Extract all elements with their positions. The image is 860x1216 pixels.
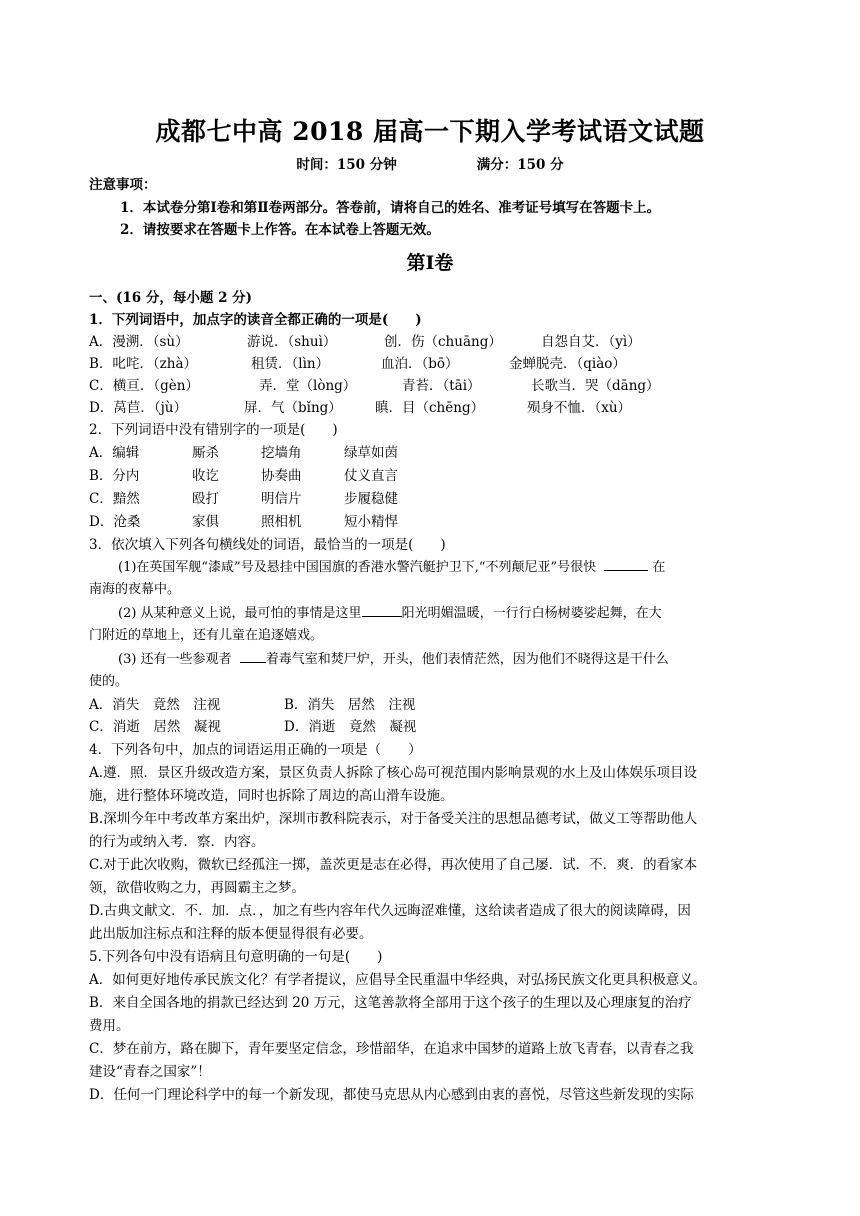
option-text: C．消逝 居然 凝视	[89, 719, 221, 735]
q4-option-a: A.遵．照．景区升级改造方案，景区负责人拆除了核心岛可视范围内影响景观的水上及山体娱乐项目设	[89, 765, 698, 781]
option-word: 明信片	[261, 491, 302, 507]
question-4-stem: 4．下列各句中，加点的词语运用正确的一项是（ ）	[89, 742, 422, 758]
q4-option-b-cont: 的行为或纳入考．察．内容。	[89, 834, 265, 850]
option-word: B．叱咤．（zhà）	[89, 356, 198, 372]
option-word: 挖墙角	[261, 445, 302, 461]
sentence-text: 在	[652, 560, 666, 575]
q2-option-c	[89, 489, 769, 509]
q1-option-a	[89, 332, 769, 352]
section-heading: 一、(16 分，每小题 2 分)	[89, 290, 253, 306]
note-item: 1．本试卷分第Ⅰ卷和第Ⅱ卷两部分。答卷前，请将自己的姓名、准考证号填写在答题卡上。	[120, 200, 661, 216]
option-word: 协奏曲	[261, 468, 302, 484]
q4-option-b: B.深圳今年中考改革方案出炉，深圳市教科院表示，对于备受关注的思想品德考试，做义工等帮助他人	[89, 811, 698, 827]
option-word: 照相机	[261, 514, 302, 530]
option-word: 血泊．（bō）	[381, 356, 459, 372]
q5-option-c-cont: 建设“青春之国家”！	[89, 1064, 211, 1080]
option-text: A．消失 竟然 注视	[89, 697, 221, 713]
q4-option-c-cont: 领，欲借收购之力，再圆霸主之梦。	[89, 880, 305, 896]
option-text: D．消逝 竟然 凝视	[284, 719, 417, 735]
option-word: C．横亘．（gèn）	[89, 378, 199, 394]
q1-option-c	[89, 376, 769, 396]
option-word: 收讫	[192, 468, 219, 484]
q3-sentence-1-cont: 南海的夜幕中。	[89, 582, 181, 597]
option-word: 金蝉脱壳．（qiào）	[509, 356, 626, 372]
option-word: 长歌当．哭（dāng）	[531, 378, 660, 394]
q5-option-a: A．如何更好地传承民族文化？有学者提议，应倡导全民重温中华经典，对弘扬民族文化更具积极意义。	[89, 972, 707, 988]
sentence-text: 阳光明媚温暖，一行行白杨树婆娑起舞，在大	[401, 606, 662, 621]
question-5-stem: 5.下列各句中没有语病且句意明确的一句是( )	[89, 949, 383, 965]
q1-option-b	[89, 354, 769, 374]
option-word: 创．伤（chuāng）	[384, 334, 502, 350]
fill-blank	[240, 650, 266, 663]
q4-option-d: D.古典文献文．不．加．点．，加之有些内容年代久远晦涩难懂，这给读者造成了很大的阅读障碍，因	[89, 903, 691, 919]
q3-options-row-2	[89, 717, 769, 737]
q2-option-d	[89, 512, 769, 532]
option-word: 游说．（shuì）	[247, 334, 337, 350]
q3-options-row-1	[89, 695, 769, 715]
option-word: 仗义直言	[344, 468, 398, 484]
fill-blank	[604, 558, 648, 571]
question-1-stem: 1．下列词语中，加点字的读音全都正确的一项是( )	[89, 312, 422, 328]
exam-time: 时间：150 分钟	[296, 157, 397, 173]
q3-sentence-1	[118, 558, 665, 578]
option-word: 弄．堂（lòng）	[259, 378, 357, 394]
q3-sentence-3	[118, 650, 669, 670]
volume-heading: 第Ⅰ卷	[406, 252, 454, 274]
option-word: 短小精悍	[344, 514, 398, 530]
q5-option-b: B．来自全国各地的捐款已经达到 20 万元，这笔善款将全部用于这个孩子的生理以及心理康复的治疗	[89, 995, 692, 1011]
question-3-stem: 3．依次填入下列各句横线处的词语，最恰当的一项是( )	[89, 537, 446, 553]
option-word: 家俱	[192, 514, 219, 530]
q5-option-d: D．任何一门理论科学中的每一个新发现，都使马克思从内心感到由衷的喜悦，尽管这些新发现的实际	[89, 1087, 694, 1103]
q3-sentence-2-cont: 门附近的草地上，还有儿童在追逐嬉戏。	[89, 628, 324, 643]
option-word: C．黯然	[89, 491, 140, 507]
q3-sentence-3-cont: 使的。	[89, 674, 129, 689]
q4-option-a-cont: 施，进行整体环境改造，同时也拆除了周边的高山滑车设施。	[89, 788, 454, 804]
q2-option-b	[89, 466, 769, 486]
q1-option-d	[89, 398, 769, 418]
option-word: A．漫溯．（sù）	[89, 334, 189, 350]
option-word: D．沧桑	[89, 514, 141, 530]
q3-sentence-2	[118, 604, 662, 624]
notes-heading: 注意事项：	[89, 177, 157, 193]
option-word: 租赁．（lìn）	[251, 356, 330, 372]
fill-blank	[362, 604, 402, 617]
q4-option-d-cont: 此出版加注标点和注释的版本便显得很有必要。	[89, 926, 373, 942]
question-2-stem: 2．下列词语中没有错别字的一项是( )	[89, 422, 338, 438]
option-word: 瞋．目（chēng）	[375, 400, 485, 416]
option-word: 自怨自艾．（yì）	[541, 334, 641, 350]
q5-option-b-cont: 费用。	[89, 1018, 130, 1034]
q2-option-a	[89, 443, 769, 463]
sentence-text: (1)在英国军舰“漆咸”号及悬挂中国国旗的香港水警汽艇护卫下,“不列颠尼亚”号很快	[118, 560, 597, 575]
exam-score: 满分：150 分	[476, 157, 564, 173]
option-word: D．莴苣．（jù）	[89, 400, 187, 416]
sentence-text: (3) 还有一些参观者	[118, 652, 232, 667]
option-word: 绿草如茵	[344, 445, 398, 461]
option-word: 厮杀	[192, 445, 219, 461]
option-word: 步履稳健	[344, 491, 398, 507]
note-item: 2．请按要求在答题卡上作答。在本试卷上答题无效。	[120, 222, 440, 238]
sentence-text: 着毒气室和焚尸炉，开头，他们表情茫然，因为他们不晓得这是干什么	[265, 652, 669, 667]
q4-option-c: C.对于此次收购，微软已经孤注一掷，盖茨更是志在必得，再次使用了自己屡．试．不．爽．的看家本	[89, 857, 698, 873]
option-text: B．消失 居然 注视	[284, 697, 416, 713]
option-word: 殒身不恤．（xù）	[527, 400, 632, 416]
exam-meta	[0, 153, 860, 173]
option-word: 殴打	[192, 491, 219, 507]
option-word: 屏．气（bǐng）	[244, 400, 342, 416]
option-word: B．分内	[89, 468, 140, 484]
q5-option-c: C．梦在前方，路在脚下，青年要坚定信念，珍惜韶华，在追求中国梦的道路上放飞青春，以青春之我	[89, 1041, 694, 1057]
sentence-text: (2) 从某种意义上说，最可怕的事情是这里	[118, 606, 362, 621]
option-word: 青苔．（tāi）	[402, 378, 481, 394]
page-title: 成都七中高 2018 届高一下期入学考试语文试题	[155, 117, 705, 146]
option-word: A．编辑	[89, 445, 140, 461]
